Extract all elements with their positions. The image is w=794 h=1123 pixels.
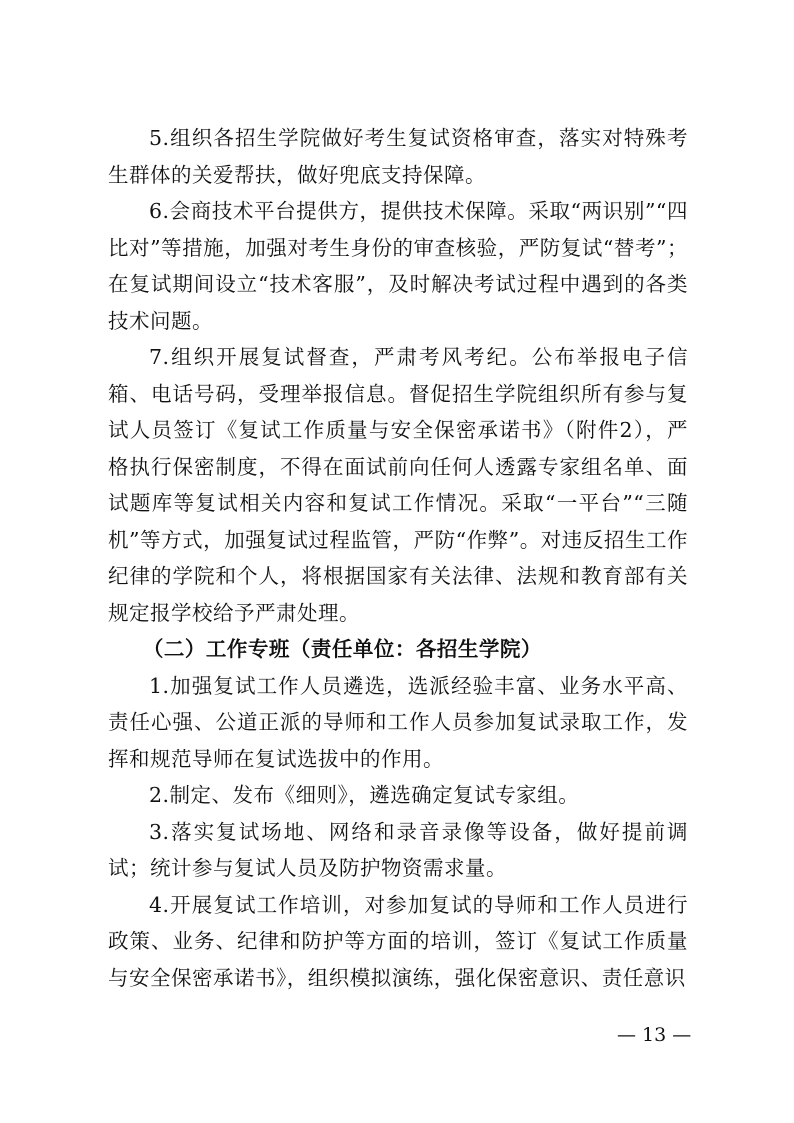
list-item-1: 1.加强复试工作人员遴选，选派经验丰富、业务水平高、责任心强、公道正派的导师和工作人员参加复试录取工作，发挥和规范导师在复试选拔中的作用。: [108, 673, 688, 771]
paragraph-item-7: 7.组织开展复试督查，严肃考风考纪。公布举报电子信箱、电话号码，受理举报信息。督促招生学院组织所有参与复试人员签订《复试工作质量与安全保密承诺书》（附件2），严格执行保密制度，不得在面试前向任何人透露专家组名单、面试题库等复试相关内容和复试工作情况。采取“一平台”“三随机”等方式，加强复试过程监管，严防“作弊”。对违反招生工作纪律的学院和个人，将根据国家有关法律、法规和教育部有关规定报学校给予严肃处理。: [108, 345, 688, 625]
section-heading: （二）工作专班（责任单位：各招生学院）: [142, 637, 542, 661]
paragraph-item-5: 5.组织各招生学院做好考生复试资格审查，落实对特殊考生群体的关爱帮扶，做好兜底支持保障。: [108, 126, 688, 187]
list-item-3: 3.落实复试场地、网络和录音录像等设备，做好提前调试；统计参与复试人员及防护物资需求量。: [108, 819, 688, 880]
paragraph-item-6: 6.会商技术平台提供方，提供技术保障。采取“两识别”“四比对”等措施，加强对考生身份的审查核验，严防复试“替考”；在复试期间设立“技术客服”，及时解决考试过程中遇到的各类技术问题。: [108, 199, 688, 333]
page-number: — 13 —: [617, 1024, 692, 1046]
list-item-4: 4.开展复试工作培训，对参加复试的导师和工作人员进行政策、业务、纪律和防护等方面的培训，签订《复试工作质量与安全保密承诺书》，组织模拟演练，强化保密意识、责任意识: [108, 892, 688, 990]
document-body: [108, 120, 688, 996]
list-item-2: 2.制定、发布《细则》，遴选确定复试专家组。: [149, 783, 580, 807]
